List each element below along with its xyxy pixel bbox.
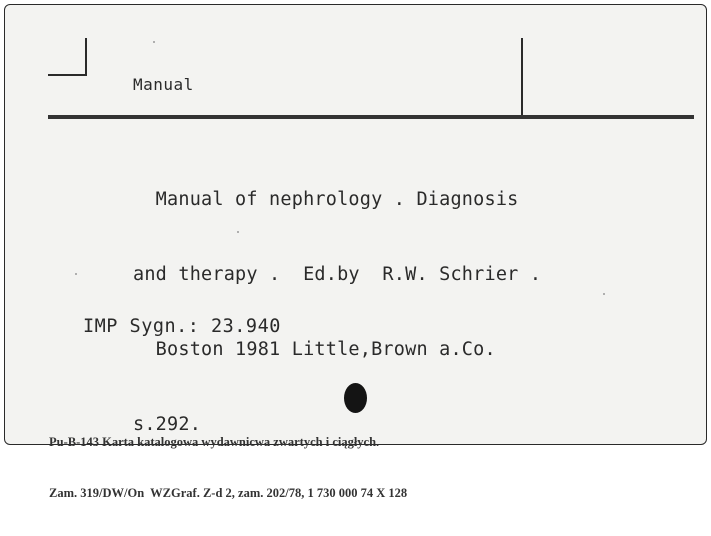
- corner-mark-vertical: [85, 38, 87, 76]
- entry-line: Boston 1981 Little,Brown a.Co.: [133, 339, 496, 360]
- paper-speck: [75, 273, 77, 275]
- paper-speck: [237, 231, 239, 233]
- entry-line: and therapy . Ed.by R.W. Schrier .: [133, 264, 542, 285]
- call-number: IMP Sygn.: 23.940: [83, 316, 281, 337]
- paper-speck: [603, 293, 605, 295]
- header-title: Manual: [133, 75, 194, 94]
- entry-line: Manual of nephrology . Diagnosis: [133, 189, 519, 210]
- punch-hole: [344, 383, 367, 413]
- header-divider: [521, 38, 523, 117]
- corner-mark-horizontal: [48, 74, 87, 76]
- entry-line: s.292.: [133, 414, 202, 435]
- header-rule: [48, 115, 694, 119]
- printed-footer: [49, 400, 407, 536]
- catalog-card: [4, 4, 707, 500]
- footer-line: Pu-B-143 Karta katalogowa wydawnicwa zwartych i ciągłych.: [49, 435, 380, 449]
- footer-line: Zam. 319/DW/On WZGraf. Z-d 2, zam. 202/78, 1 730 000 74 X 128: [49, 486, 408, 500]
- paper-speck: [153, 41, 155, 43]
